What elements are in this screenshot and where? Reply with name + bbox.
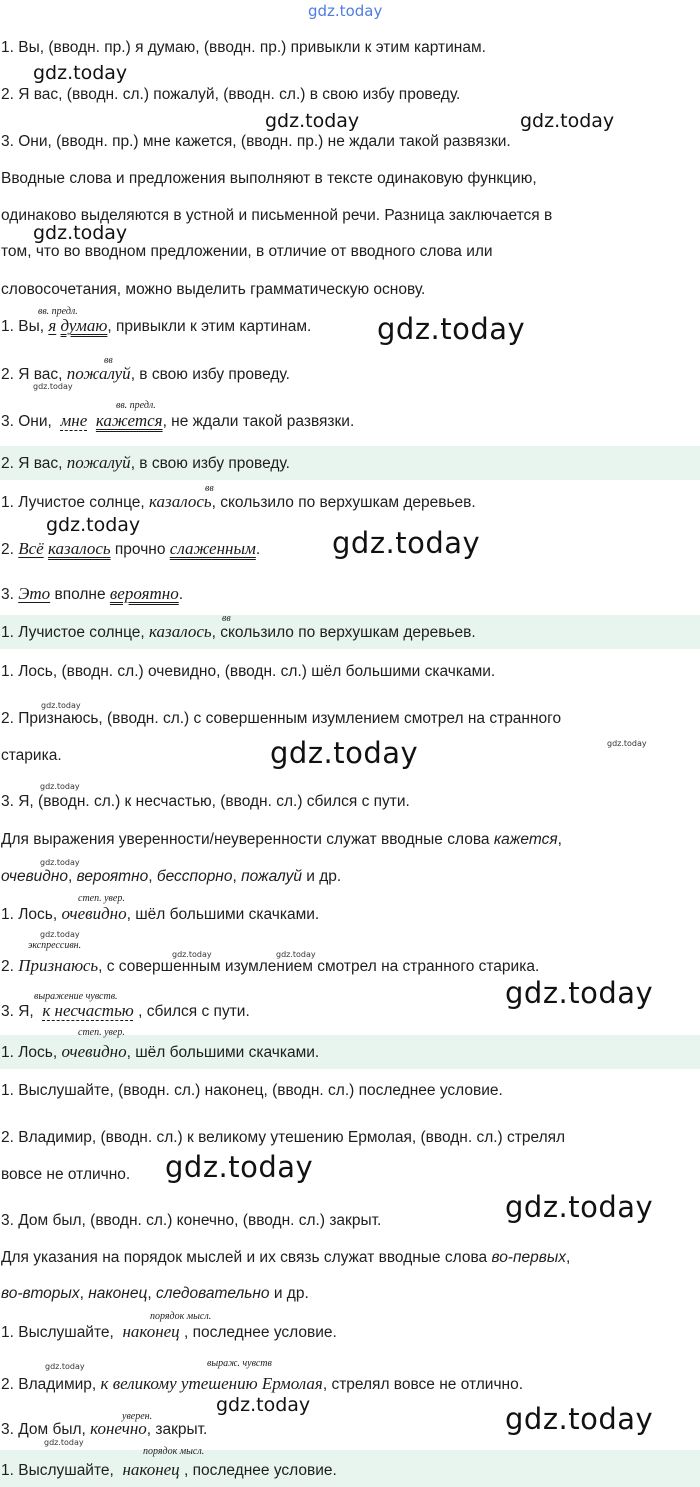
annotation: степ. увер.	[78, 1027, 125, 1038]
watermark: gdz.today	[44, 1438, 84, 1447]
analysis-sentence: 3. Они, мне кажется, не ждали такой развязки.	[1, 411, 355, 430]
watermark: gdz.today	[41, 701, 81, 710]
text-line: Для указания на порядок мыслей и их связь служат вводные слова во-первых,	[1, 1249, 571, 1266]
text-line: одинаково выделяются в устной и письменной речи. Разница заключается в	[1, 207, 553, 224]
watermark: gdz.today	[45, 1362, 85, 1371]
watermark: gdz.today	[505, 1190, 654, 1224]
answer-line: 1. Выслушайте, наконец , последнее условие.	[1, 1460, 337, 1479]
text-line: 2. Я вас, (вводн. сл.) пожалуй, (вводн. сл.) в свою избу проведу.	[1, 86, 461, 103]
text-line: очевидно, вероятно, бесспорно, пожалуй и др.	[1, 868, 342, 885]
analysis-sentence: 1. Вы, я думаю, привыкли к этим картинам.	[1, 316, 312, 335]
text-line: 2. Владимир, (вводн. сл.) к великому утешению Ермолая, (вводн. сл.) стрелял	[1, 1129, 566, 1146]
watermark: gdz.today	[40, 858, 80, 867]
watermark: gdz.today	[46, 514, 141, 536]
annotation: вв	[222, 613, 231, 624]
analysis-sentence: 2. Признаюсь, с совершенным изумлением смотрел на странного старика.	[1, 956, 540, 975]
watermark: gdz.today	[33, 382, 73, 391]
annotation: вв	[205, 483, 214, 494]
text-line: 1. Выслушайте, (вводн. сл.) наконец, (вводн. сл.) последнее условие.	[1, 1082, 503, 1099]
text-line: 3. Дом был, (вводн. сл.) конечно, (вводн. сл.) закрыт.	[1, 1212, 382, 1229]
watermark: gdz.today	[165, 1150, 314, 1184]
analysis-sentence: 2. Владимир, к великому утешению Ермолая, стрелял вовсе не отлично.	[1, 1374, 524, 1393]
watermark: gdz.today	[607, 739, 647, 748]
text-line: во-вторых, наконец, следовательно и др.	[1, 1285, 309, 1302]
watermark: gdz.today	[377, 312, 526, 346]
watermark: gdz.today	[270, 736, 419, 770]
annotation: выражение чувств.	[34, 991, 118, 1002]
analysis-sentence: 3. Я, к несчастью , сбился с пути.	[1, 1001, 250, 1020]
watermark: gdz.today	[308, 2, 383, 20]
text-line: вовсе не отлично.	[1, 1166, 131, 1183]
annotation: вв. предл.	[38, 306, 78, 317]
analysis-sentence: 1. Лучистое солнце, казалось, скользило по верхушкам деревьев.	[1, 492, 476, 511]
annotation: степ. увер.	[78, 893, 125, 904]
analysis-sentence: 1. Выслушайте, наконец , последнее условие.	[1, 1322, 337, 1341]
text-line: 1. Лось, (вводн. сл.) очевидно, (вводн. сл.) шёл большими скачками.	[1, 663, 496, 680]
watermark: gdz.today	[265, 110, 360, 132]
annotation: порядок мысл.	[150, 1311, 212, 1322]
watermark: gdz.today	[40, 930, 80, 939]
answer-line: 1. Лучистое солнце, казалось, скользило по верхушкам деревьев.	[1, 622, 476, 641]
analysis-sentence: 2. Я вас, пожалуй, в свою избу проведу.	[1, 364, 290, 383]
analysis-sentence: 3. Это вполне вероятно.	[1, 584, 184, 603]
watermark: gdz.today	[505, 1402, 654, 1436]
text-line: 3. Я, (вводн. сл.) к несчастью, (вводн. сл.) сбился с пути.	[1, 793, 410, 810]
annotation: экспрессивн.	[28, 940, 82, 951]
text-line: том, что во вводном предложении, в отличие от вводного слова или	[1, 243, 493, 260]
analysis-sentence: 3. Дом был, конечно, закрыт.	[1, 1419, 208, 1438]
watermark: gdz.today	[172, 950, 212, 959]
watermark: gdz.today	[276, 950, 316, 959]
watermark: gdz.today	[33, 62, 128, 84]
text-line: 2. Признаюсь, (вводн. сл.) с совершенным изумлением смотрел на странного	[1, 710, 562, 727]
watermark: gdz.today	[40, 782, 80, 791]
text-line: Вводные слова и предложения выполняют в тексте одинаковую функцию,	[1, 170, 537, 187]
annotation: уверен.	[122, 1411, 153, 1422]
answer-line: 1. Лось, очевидно, шёл большими скачками.	[1, 1042, 320, 1061]
text-line: 3. Они, (вводн. пр.) мне кажется, (вводн. пр.) не ждали такой развязки.	[1, 133, 511, 150]
watermark: gdz.today	[33, 222, 128, 244]
text-line: словосочетания, можно выделить грамматическую основу.	[1, 281, 426, 298]
watermark: gdz.today	[216, 1394, 311, 1416]
answer-line: 2. Я вас, пожалуй, в свою избу проведу.	[1, 453, 290, 472]
analysis-sentence: 2. Всё казалось прочно слаженным.	[1, 539, 261, 558]
annotation: порядок мысл.	[143, 1446, 205, 1457]
annotation: вв	[104, 355, 113, 366]
watermark: gdz.today	[332, 526, 481, 560]
watermark: gdz.today	[520, 110, 615, 132]
text-line: Для выражения уверенности/неуверенности служат вводные слова кажется,	[1, 831, 562, 848]
annotation: вв. предл.	[116, 400, 156, 411]
annotation: выраж. чувств	[207, 1358, 272, 1369]
watermark: gdz.today	[505, 976, 654, 1010]
text-line: старика.	[1, 747, 62, 764]
analysis-sentence: 1. Лось, очевидно, шёл большими скачками.	[1, 904, 320, 923]
text-line: 1. Вы, (вводн. пр.) я думаю, (вводн. пр.) привыкли к этим картинам.	[1, 39, 486, 56]
